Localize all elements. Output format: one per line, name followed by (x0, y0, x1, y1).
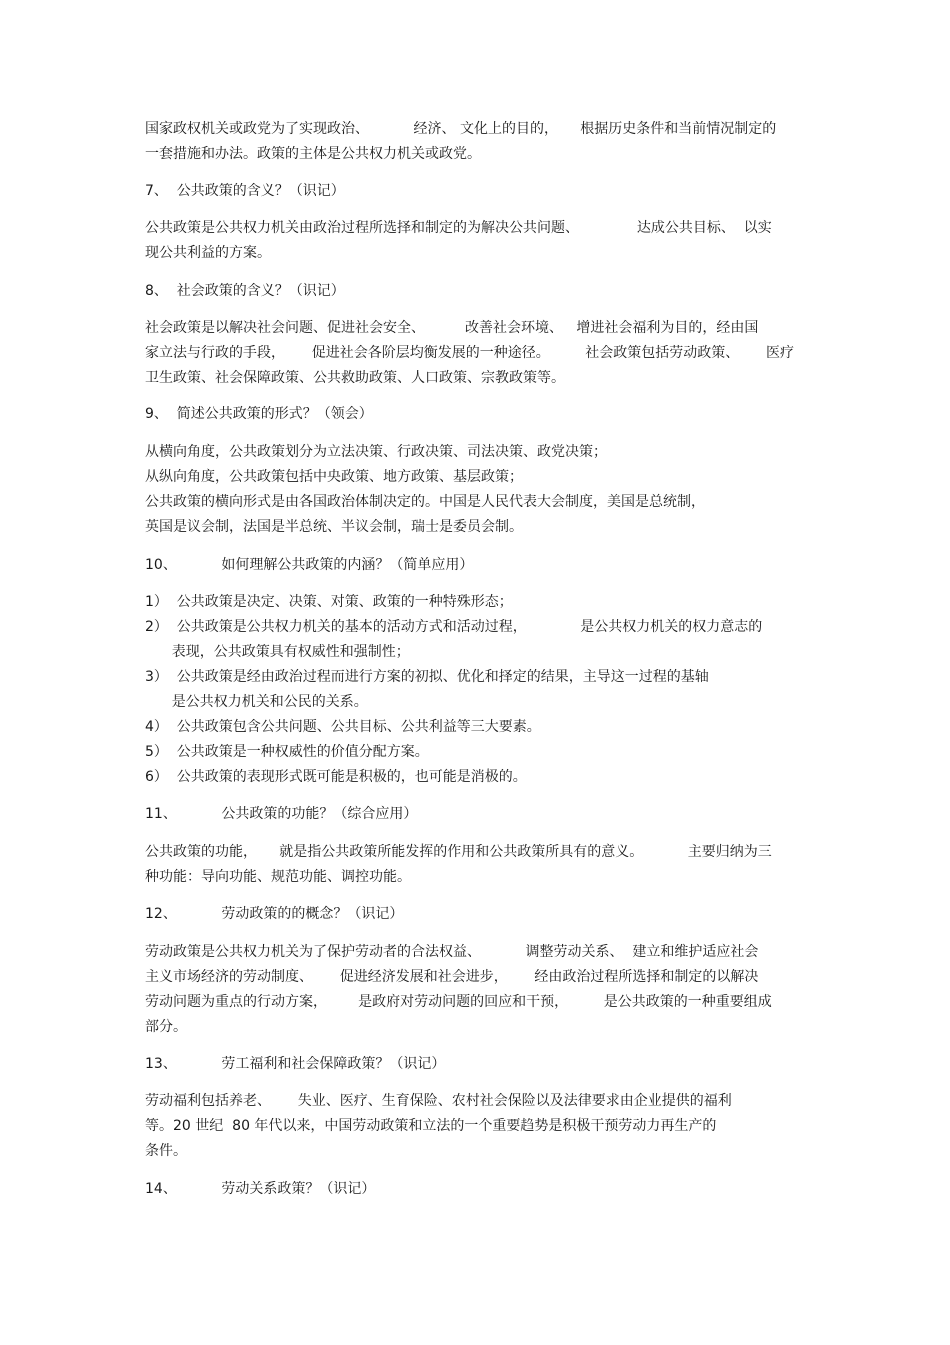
body-text: 国家政权机关或政党为了实现政治、 经济、 文化上的目的， 根据历史条件和当前情况制定的 (145, 121, 777, 137)
list-item: 5） 公共政策是一种权威性的价值分配方案。 (145, 744, 429, 760)
list-item: 4） 公共政策包含公共问题、公共目标、公共利益等三大要素。 (145, 719, 541, 735)
body-text: 公共政策的横向形式是由各国政治体制决定的。中国是人民代表大会制度，美国是总统制， (145, 494, 705, 510)
body-text: 社会政策是以解决社会问题、促进社会安全、 改善社会环境、 增进社会福利为目的，经由国 (145, 320, 759, 336)
body-text: 劳动问题为重点的行动方案， 是政府对劳动问题的回应和干预， 是公共政策的一种重要组成 (145, 994, 772, 1010)
body-text: 现公共利益的方案。 (145, 245, 271, 261)
body-text: 公共政策是公共权力机关由政治过程所选择和制定的为解决公共问题、 达成公共目标、 以实 (145, 220, 772, 236)
question-heading: 8、 社会政策的含义？（识记） (145, 283, 345, 299)
body-text: 种功能：导向功能、规范功能、调控功能。 (145, 869, 411, 885)
list-item: 是公共权力机关和公民的关系。 (145, 694, 368, 710)
body-text: 劳动福利包括养老、 失业、医疗、生育保险、农村社会保险以及法律要求由企业提供的福利 (145, 1093, 732, 1109)
question-heading: 12、 劳动政策的的概念？（识记） (145, 906, 404, 922)
list-item: 表现，公共政策具有权威性和强制性； (145, 644, 410, 660)
body-text: 英国是议会制，法国是半总统、半议会制，瑞士是委员会制。 (145, 519, 523, 535)
question-heading: 9、 简述公共政策的形式？（领会） (145, 406, 373, 422)
body-text: 劳动政策是公共权力机关为了保护劳动者的合法权益、 调整劳动关系、 建立和维护适应社会 (145, 944, 759, 960)
list-item: 3） 公共政策是经由政治过程而进行方案的初拟、优化和择定的结果，主导这一过程的基轴 (145, 669, 709, 685)
body-text: 等。20 世纪 80 年代以来，中国劳动政策和立法的一个重要趋势是积极干预劳动力再生产的 (145, 1118, 717, 1134)
question-heading: 7、 公共政策的含义？（识记） (145, 183, 345, 199)
question-heading: 13、 劳工福利和社会保障政策？（识记） (145, 1056, 446, 1072)
question-heading: 14、 劳动关系政策？（识记） (145, 1181, 376, 1197)
body-text: 从横向角度，公共政策划分为立法决策、行政决策、司法决策、政党决策； (145, 444, 607, 460)
body-text: 部分。 (145, 1019, 187, 1035)
question-heading: 11、 公共政策的功能？（综合应用） (145, 806, 418, 822)
list-item: 6） 公共政策的表现形式既可能是积极的，也可能是消极的。 (145, 769, 527, 785)
body-text: 从纵向角度，公共政策包括中央政策、地方政策、基层政策； (145, 469, 523, 485)
body-text: 一套措施和办法。政策的主体是公共权力机关或政党。 (145, 146, 481, 162)
body-text: 条件。 (145, 1143, 187, 1159)
question-heading: 10、 如何理解公共政策的内涵？（简单应用） (145, 557, 474, 573)
body-text: 卫生政策、社会保障政策、公共救助政策、人口政策、宗教政策等。 (145, 370, 565, 386)
body-text: 公共政策的功能， 就是指公共政策所能发挥的作用和公共政策所具有的意义。 主要归纳为三 (145, 844, 772, 860)
body-text: 家立法与行政的手段， 促进社会各阶层均衡发展的一种途径。 社会政策包括劳动政策、 医疗 (145, 345, 795, 361)
list-item: 2） 公共政策是公共权力机关的基本的活动方式和活动过程， 是公共权力机关的权力意志的 (145, 619, 763, 635)
body-text: 主义市场经济的劳动制度、 促进经济发展和社会进步， 经由政治过程所选择和制定的以解决 (145, 969, 759, 985)
list-item: 1） 公共政策是决定、决策、对策、政策的一种特殊形态； (145, 594, 513, 610)
